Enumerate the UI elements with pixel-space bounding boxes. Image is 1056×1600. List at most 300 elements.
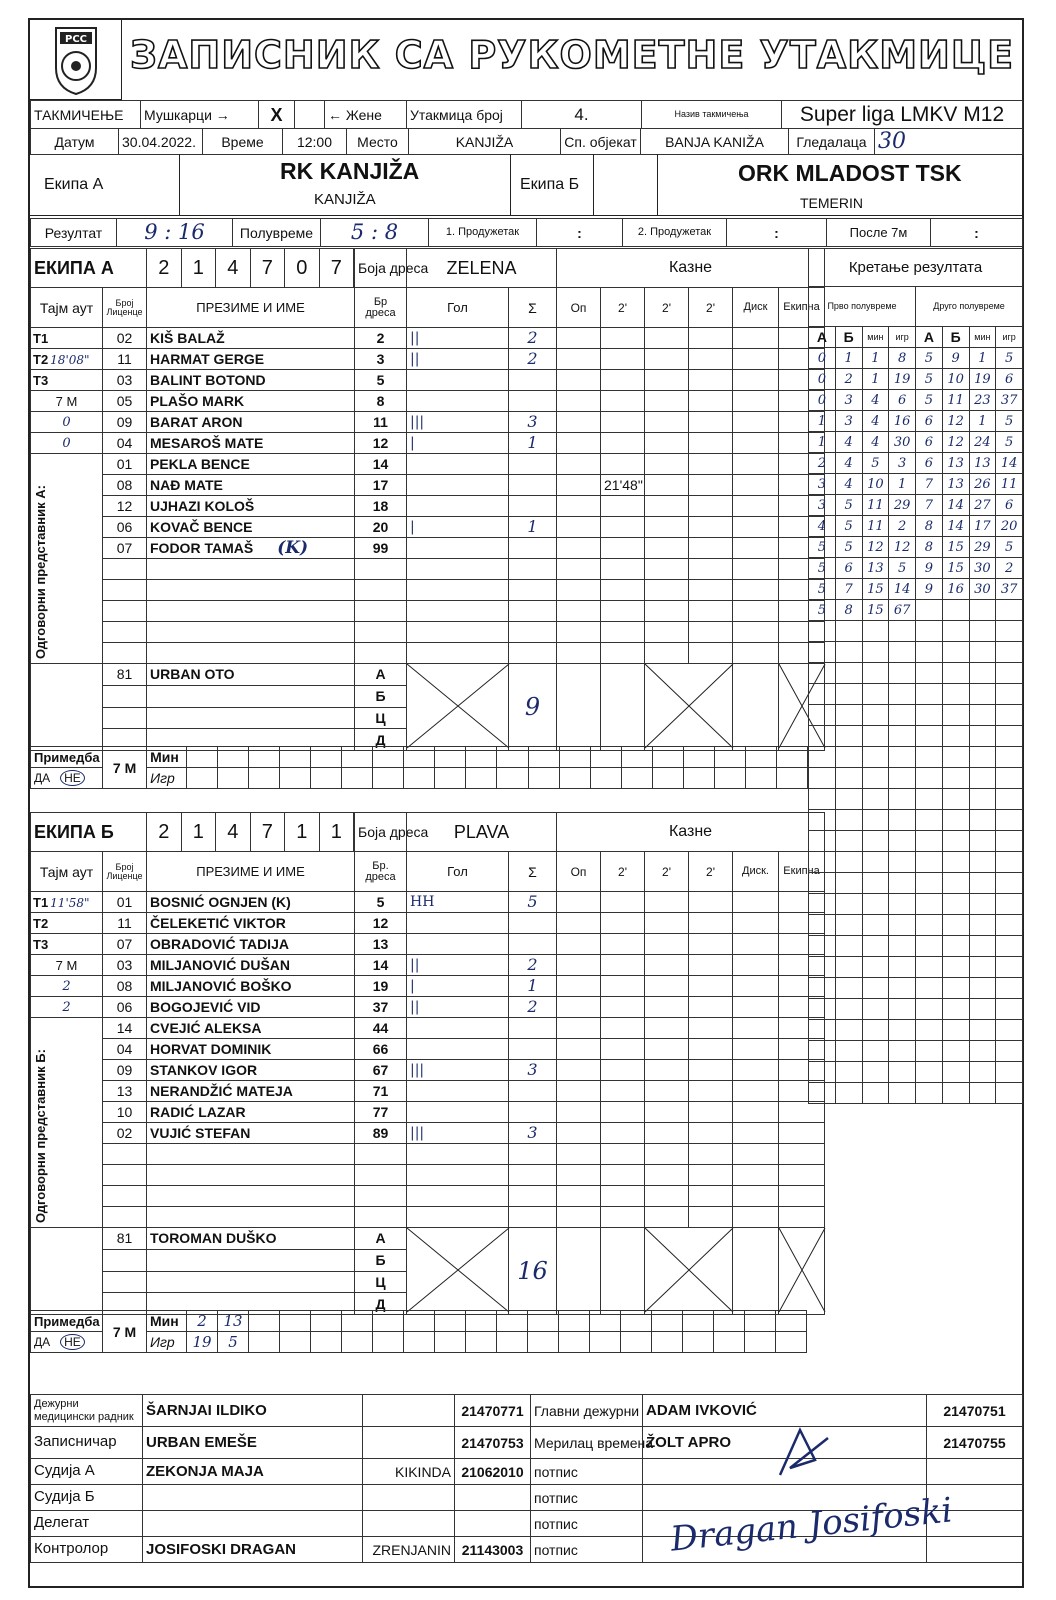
player-name: BARAT ARON bbox=[147, 412, 355, 433]
progress-col-header: Б bbox=[835, 327, 862, 348]
progress-cell bbox=[969, 936, 996, 957]
player-name: HORVAT DOMINIK bbox=[147, 1039, 355, 1060]
team-code-digit: 2 bbox=[147, 249, 182, 287]
sum-cell: 2 bbox=[509, 955, 557, 976]
progress-cell bbox=[835, 999, 862, 1020]
progress-cell bbox=[942, 747, 969, 768]
jersey-no: 14 bbox=[355, 955, 407, 976]
seven-m-slot bbox=[776, 1311, 807, 1332]
seven-m-slot bbox=[466, 747, 497, 768]
warning-header: Оп bbox=[557, 288, 601, 328]
progress-cell bbox=[862, 978, 889, 999]
progress-cell bbox=[969, 873, 996, 894]
official-role: потпис bbox=[531, 1485, 643, 1511]
progress-cell bbox=[942, 705, 969, 726]
progress-row bbox=[809, 558, 1023, 579]
license-cell: 12 bbox=[103, 496, 147, 517]
seven-m-slot bbox=[559, 768, 590, 789]
chief-signature-icon bbox=[760, 1420, 840, 1490]
team-code-digit: 1 bbox=[182, 249, 217, 287]
table-row bbox=[31, 1081, 825, 1102]
second-half-header: Друго полувреме bbox=[916, 287, 1023, 327]
progress-cell bbox=[889, 705, 916, 726]
seven-m-slot bbox=[342, 1332, 373, 1353]
penalty-cell bbox=[733, 538, 779, 559]
jersey-no bbox=[355, 622, 407, 643]
halftime-label: Полувреме bbox=[233, 219, 321, 247]
progress-cell bbox=[942, 789, 969, 810]
penalty-cell bbox=[733, 412, 779, 433]
official-license: 21470771 bbox=[455, 1395, 531, 1427]
team-a-name: RK KANJIŽA bbox=[280, 158, 420, 184]
progress-cell: 15 bbox=[942, 558, 969, 579]
min-label: Мин bbox=[147, 1311, 187, 1332]
progress-cell bbox=[889, 894, 916, 915]
timeout-cell bbox=[31, 454, 103, 664]
table-row bbox=[31, 559, 825, 580]
sum-header: Σ bbox=[509, 288, 557, 328]
seven-m-slot bbox=[466, 1332, 497, 1353]
match-no-label: Утакмица број bbox=[407, 101, 522, 129]
men-mark: X bbox=[259, 101, 295, 129]
progress-cell bbox=[862, 747, 889, 768]
progress-cell: 29 bbox=[969, 537, 996, 558]
progress-cell: 0 bbox=[809, 390, 836, 411]
seven-m-slot bbox=[249, 747, 280, 768]
goals-cell bbox=[407, 934, 509, 955]
penalty-cell bbox=[645, 391, 689, 412]
penalty-cell bbox=[601, 1018, 645, 1039]
progress-cell: 4 bbox=[835, 453, 862, 474]
crossed-cell bbox=[407, 1228, 509, 1315]
progress-cell: 30 bbox=[969, 558, 996, 579]
warning-cell bbox=[557, 892, 601, 913]
penalty-cell bbox=[645, 454, 689, 475]
penalty-cell bbox=[733, 1060, 779, 1081]
penalty-cell bbox=[645, 517, 689, 538]
seven-m-slot bbox=[621, 747, 652, 768]
penalty-cell bbox=[601, 934, 645, 955]
jersey-no: 12 bbox=[355, 913, 407, 934]
captain-mark: (K) bbox=[277, 537, 309, 558]
sum-cell: 1 bbox=[509, 517, 557, 538]
seven-m-slot: 13 bbox=[218, 1311, 249, 1332]
cross-icon bbox=[407, 664, 509, 748]
seven-m-slot bbox=[683, 747, 714, 768]
progress-cell: 2 bbox=[835, 369, 862, 390]
seven-m-slot bbox=[683, 1332, 714, 1353]
warning-cell bbox=[557, 643, 601, 664]
jersey-no: 67 bbox=[355, 1060, 407, 1081]
progress-row bbox=[809, 1041, 1023, 1062]
official-role-label: Делегат bbox=[31, 1511, 143, 1537]
seven-m-slot bbox=[497, 768, 528, 789]
official-row bbox=[31, 1427, 1023, 1459]
progress-cell bbox=[862, 768, 889, 789]
sum-cell: 2 bbox=[509, 328, 557, 349]
progress-cell: 5 bbox=[996, 348, 1023, 369]
seven-m-slot bbox=[435, 1332, 466, 1353]
progress-cell: 23 bbox=[969, 390, 996, 411]
competition-name: Super liga LMKV M12 bbox=[782, 101, 1023, 129]
warning-cell bbox=[557, 1186, 601, 1207]
player-name bbox=[147, 643, 355, 664]
official-role-license bbox=[927, 1537, 1023, 1563]
progress-cell bbox=[835, 621, 862, 642]
penalty-cell bbox=[689, 1018, 733, 1039]
penalty-cell bbox=[733, 349, 779, 370]
progress-cell bbox=[889, 642, 916, 663]
progress-cell: 2 bbox=[809, 453, 836, 474]
progress-cell: 29 bbox=[889, 495, 916, 516]
progress-cell bbox=[809, 1062, 836, 1083]
timeout-cell bbox=[31, 349, 103, 370]
penalty-cell bbox=[733, 934, 779, 955]
penalty-cell bbox=[733, 622, 779, 643]
warning-cell bbox=[557, 955, 601, 976]
crossed-cell bbox=[645, 1228, 733, 1315]
table-row bbox=[31, 349, 825, 370]
progress-cell bbox=[996, 810, 1023, 831]
player-name: MILJANOVIĆ BOŠKO bbox=[147, 976, 355, 997]
official-city bbox=[363, 1395, 455, 1427]
jersey-no bbox=[355, 601, 407, 622]
progress-cell: 1 bbox=[809, 411, 836, 432]
progress-cell bbox=[809, 705, 836, 726]
progress-cell bbox=[835, 747, 862, 768]
penalty-cell bbox=[645, 1018, 689, 1039]
official-role-label: Записничар bbox=[31, 1427, 143, 1459]
player-name bbox=[147, 559, 355, 580]
progress-cell bbox=[809, 663, 836, 684]
official-row bbox=[31, 664, 825, 686]
penalty-cell bbox=[689, 934, 733, 955]
progress-cell: 11 bbox=[862, 516, 889, 537]
table-row bbox=[31, 391, 825, 412]
progress-cell bbox=[969, 915, 996, 936]
official-name: ŠARNJAI ILDIKO bbox=[143, 1395, 363, 1427]
progress-cell bbox=[835, 1041, 862, 1062]
penalty-cell bbox=[645, 1039, 689, 1060]
progress-cell bbox=[809, 810, 836, 831]
license-cell bbox=[103, 1186, 147, 1207]
ot2-value: : bbox=[727, 219, 827, 247]
sum-cell bbox=[509, 913, 557, 934]
warning-cell bbox=[557, 391, 601, 412]
warning-cell bbox=[557, 1018, 601, 1039]
progress-cell: 5 bbox=[835, 495, 862, 516]
penalty-cell bbox=[645, 1060, 689, 1081]
timeout-cell bbox=[31, 1018, 103, 1228]
official-letter: А bbox=[355, 664, 407, 686]
penalty-cell bbox=[689, 580, 733, 601]
progress-cell bbox=[889, 831, 916, 852]
progress-cell bbox=[862, 789, 889, 810]
progress-cell bbox=[862, 936, 889, 957]
penalty-cell bbox=[601, 601, 645, 622]
warning-header: Оп bbox=[557, 852, 601, 892]
igr-label: Игр bbox=[147, 768, 187, 789]
penalty-cell bbox=[733, 517, 779, 538]
progress-cell: 0 bbox=[809, 369, 836, 390]
seven-m-value: 2 bbox=[62, 999, 71, 1015]
seven-m-slot bbox=[683, 768, 714, 789]
goals-cell bbox=[407, 1144, 509, 1165]
federation-logo-icon bbox=[30, 20, 122, 100]
progress-cell bbox=[835, 894, 862, 915]
ot2-label: 2. Продужетак bbox=[623, 219, 727, 247]
timeout-cell bbox=[31, 370, 103, 391]
official-letter: А bbox=[355, 1228, 407, 1250]
license-cell: 06 bbox=[103, 997, 147, 1018]
progress-cell: 19 bbox=[889, 369, 916, 390]
progress-cell: 4 bbox=[862, 432, 889, 453]
penalty-cell bbox=[689, 1165, 733, 1186]
seven-m-slot: 2 bbox=[187, 1311, 218, 1332]
player-name: BALINT BOTOND bbox=[147, 370, 355, 391]
progress-row bbox=[809, 411, 1023, 432]
progress-cell: 2 bbox=[996, 558, 1023, 579]
sum-cell bbox=[509, 643, 557, 664]
penalty-cell bbox=[645, 976, 689, 997]
seven-m-slot bbox=[187, 747, 218, 768]
penalty-cell bbox=[645, 622, 689, 643]
seven-m-slot bbox=[590, 747, 621, 768]
seven-m-slot bbox=[373, 747, 404, 768]
seven-m-slot bbox=[776, 1332, 807, 1353]
sum-cell bbox=[509, 370, 557, 391]
goals-cell: HH bbox=[407, 892, 509, 913]
penalty-cell bbox=[733, 1165, 779, 1186]
official-letter: Ц bbox=[355, 1271, 407, 1293]
team_b-table bbox=[30, 812, 825, 1315]
seven-m-slot bbox=[311, 1311, 342, 1332]
player-name: RADIĆ LAZAR bbox=[147, 1102, 355, 1123]
seven-m-slot bbox=[776, 768, 807, 789]
goals-cell bbox=[407, 538, 509, 559]
license-cell bbox=[103, 1165, 147, 1186]
seven-m-slot bbox=[714, 747, 745, 768]
seven-m-slot: 19 bbox=[187, 1332, 218, 1353]
progress-cell: 12 bbox=[889, 537, 916, 558]
seven-m-slot bbox=[342, 747, 373, 768]
seven-m-slot bbox=[528, 768, 559, 789]
official-license: 21062010 bbox=[455, 1459, 531, 1485]
seven-m-slot bbox=[714, 768, 745, 789]
controller-signature: Dragan Josifoski bbox=[668, 1490, 955, 1560]
penalty-cell bbox=[601, 433, 645, 454]
penalty-cell bbox=[733, 1186, 779, 1207]
progress-cell: 6 bbox=[916, 411, 943, 432]
progress-cell bbox=[942, 852, 969, 873]
official-city bbox=[363, 1485, 455, 1511]
penalty-cell bbox=[645, 643, 689, 664]
progress-col-header: А bbox=[916, 327, 943, 348]
goals-cell bbox=[407, 454, 509, 475]
official-role-license: 21470755 bbox=[927, 1427, 1023, 1459]
penalty-cell bbox=[601, 412, 645, 433]
license-cell bbox=[103, 643, 147, 664]
progress-cell bbox=[835, 978, 862, 999]
progress-cell: 10 bbox=[942, 369, 969, 390]
progress-cell bbox=[809, 957, 836, 978]
player-name: BOSNIĆ OGNJEN (K) bbox=[147, 892, 355, 913]
progress-cell bbox=[969, 999, 996, 1020]
team-code-digit: 4 bbox=[216, 813, 251, 851]
penalty-cell bbox=[733, 1123, 779, 1144]
progress-cell bbox=[969, 1041, 996, 1062]
result-label: Резултат bbox=[31, 219, 117, 247]
jersey-no: 5 bbox=[355, 370, 407, 391]
penalty-cell bbox=[601, 1207, 645, 1228]
sum-cell bbox=[509, 601, 557, 622]
spectators-value: 30 bbox=[875, 129, 1023, 155]
official-license: 21470753 bbox=[455, 1427, 531, 1459]
progress-cell: 8 bbox=[889, 348, 916, 369]
penalty-cell bbox=[645, 934, 689, 955]
penalty-cell bbox=[601, 391, 645, 412]
progress-row bbox=[809, 516, 1023, 537]
penalty-cell bbox=[733, 475, 779, 496]
penalty-cell bbox=[601, 622, 645, 643]
table-row bbox=[31, 370, 825, 391]
table-row bbox=[31, 976, 825, 997]
seven-m-slot bbox=[249, 1311, 280, 1332]
jersey-no bbox=[355, 643, 407, 664]
penalty-cell bbox=[733, 370, 779, 391]
progress-row bbox=[809, 705, 1023, 726]
table-row bbox=[31, 997, 825, 1018]
progress-cell: 9 bbox=[916, 579, 943, 600]
progress-cell: 4 bbox=[835, 474, 862, 495]
goals-cell: || bbox=[407, 997, 509, 1018]
penalty-cell bbox=[689, 496, 733, 517]
table-row bbox=[31, 496, 825, 517]
warning-cell bbox=[557, 913, 601, 934]
official-name bbox=[143, 1511, 363, 1537]
progress-cell bbox=[942, 999, 969, 1020]
penalty-cell bbox=[733, 955, 779, 976]
progress-cell bbox=[942, 831, 969, 852]
seven-m-slot bbox=[435, 1311, 466, 1332]
penalty-cell bbox=[689, 1123, 733, 1144]
official-letter: Д bbox=[355, 1293, 407, 1315]
penalty-cell bbox=[733, 454, 779, 475]
penalty-cell bbox=[645, 913, 689, 934]
team-total: 9 bbox=[509, 664, 557, 751]
license-cell: 07 bbox=[103, 538, 147, 559]
progress-row bbox=[809, 726, 1023, 747]
progress-cell: 5 bbox=[996, 537, 1023, 558]
penalty-cell bbox=[733, 391, 779, 412]
progress-cell bbox=[809, 852, 836, 873]
progress-cell bbox=[996, 789, 1023, 810]
progress-cell: 37 bbox=[996, 579, 1023, 600]
cross-icon bbox=[407, 1228, 509, 1312]
penalty-cell bbox=[601, 475, 645, 496]
penalty-cell bbox=[689, 475, 733, 496]
penalty-cell bbox=[601, 913, 645, 934]
progress-cell bbox=[996, 621, 1023, 642]
progress-cell: 30 bbox=[969, 579, 996, 600]
spectators-label: Гледалаца bbox=[789, 129, 875, 155]
seven-m-slot bbox=[311, 1332, 342, 1353]
timeout-label: T3 bbox=[33, 936, 49, 952]
seven-m-label: 7 M bbox=[55, 393, 78, 409]
official-city: ZRENJANIN bbox=[363, 1537, 455, 1563]
progress-cell: 26 bbox=[969, 474, 996, 495]
progress-col-header: Б bbox=[942, 327, 969, 348]
progress-cell bbox=[916, 1062, 943, 1083]
official-name: TOROMAN DUŠKO bbox=[147, 1228, 355, 1250]
seven-m-slot bbox=[528, 1332, 559, 1353]
penalty-cell bbox=[779, 1186, 825, 1207]
progress-cell: 12 bbox=[862, 537, 889, 558]
team-b-label: Екипа Б bbox=[520, 176, 580, 193]
penalty-cell bbox=[645, 601, 689, 622]
warning-cell bbox=[557, 1102, 601, 1123]
sum-cell bbox=[509, 1081, 557, 1102]
two-min-header: 2' bbox=[689, 852, 733, 892]
warning-cell bbox=[557, 1081, 601, 1102]
progress-cell bbox=[862, 1083, 889, 1104]
table-row bbox=[31, 1123, 825, 1144]
player-name bbox=[147, 1144, 355, 1165]
seven-m-slot bbox=[342, 1311, 373, 1332]
date-value: 30.04.2022. bbox=[119, 129, 203, 155]
seven-m-slot bbox=[497, 1332, 528, 1353]
seven-m-slot bbox=[311, 768, 342, 789]
player-name: NAĐ MATE bbox=[147, 475, 355, 496]
warning-cell bbox=[557, 1165, 601, 1186]
sum-cell bbox=[509, 391, 557, 412]
progress-cell bbox=[996, 1041, 1023, 1062]
penalty-cell bbox=[689, 643, 733, 664]
progress-cell: 14 bbox=[942, 516, 969, 537]
progress-cell bbox=[889, 726, 916, 747]
penalty-cell bbox=[645, 433, 689, 454]
progress-row bbox=[809, 600, 1023, 621]
progress-cell bbox=[916, 915, 943, 936]
jersey-no: 18 bbox=[355, 496, 407, 517]
progress-cell bbox=[969, 768, 996, 789]
sum-cell bbox=[509, 622, 557, 643]
progress-cell: 3 bbox=[809, 474, 836, 495]
penalty-cell bbox=[733, 976, 779, 997]
official-role-label: Контролор bbox=[31, 1537, 143, 1563]
venue-label: Сп. објекат bbox=[561, 129, 641, 155]
sum-cell bbox=[509, 496, 557, 517]
progress-cell bbox=[809, 978, 836, 999]
penalty-cell bbox=[601, 955, 645, 976]
warning-cell bbox=[557, 349, 601, 370]
penalty-cell bbox=[689, 892, 733, 913]
team-code-digit: 1 bbox=[285, 813, 320, 851]
penalty-cell bbox=[689, 349, 733, 370]
timeout-cell bbox=[31, 433, 103, 454]
progress-cell bbox=[835, 915, 862, 936]
official-license: 81 bbox=[103, 664, 147, 686]
goal-header: Гол bbox=[407, 288, 509, 328]
progress-cell bbox=[969, 1062, 996, 1083]
jersey-no: 77 bbox=[355, 1102, 407, 1123]
seven-m-slot bbox=[621, 768, 652, 789]
progress-cell: 1 bbox=[862, 348, 889, 369]
penalty-cell bbox=[733, 997, 779, 1018]
seven-m-slot bbox=[714, 1311, 745, 1332]
sum-cell: 2 bbox=[509, 349, 557, 370]
official-role-label: Судија Б bbox=[31, 1485, 143, 1511]
